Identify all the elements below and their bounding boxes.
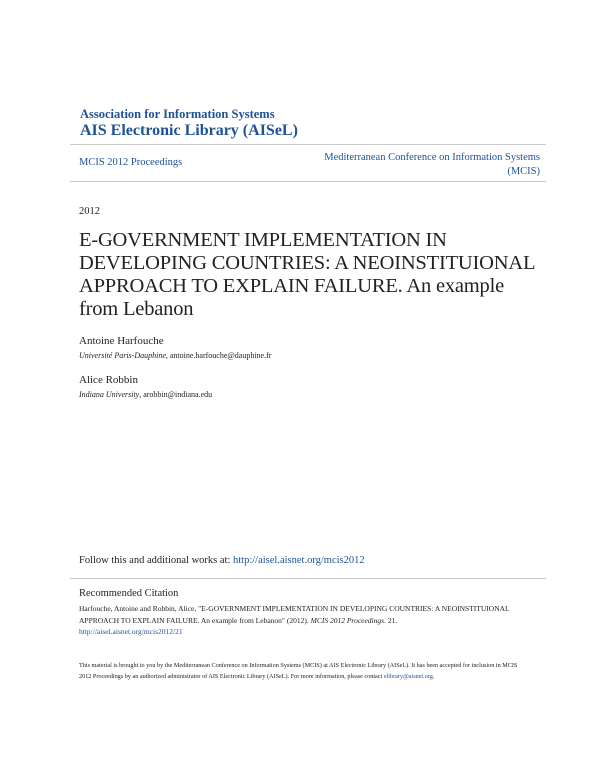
title-caps: E-GOVERNMENT IMPLEMENTATION IN DEVELOPING COUNTRIES: A NEOINSTITUIONAL APPROACH TO EXPLAIN FAILURE. <box>79 229 535 297</box>
citation-block <box>79 603 519 638</box>
divider-bottom <box>70 181 546 182</box>
title-subtitle: An example from Lebanon <box>79 275 504 320</box>
author-affiliation <box>79 390 212 399</box>
proceedings-link[interactable]: MCIS 2012 Proceedings <box>79 157 183 168</box>
org-name[interactable]: Association for Information Systems <box>80 107 275 121</box>
author-affiliation <box>79 351 271 360</box>
follow-text: Follow this and additional works at: <box>79 555 233 566</box>
contact-email-link[interactable]: elibrary@aisnet.org <box>383 673 433 680</box>
author-name: Antoine Harfouche <box>79 335 164 347</box>
divider-citation <box>70 578 546 579</box>
author-name: Alice Robbin <box>79 374 138 386</box>
conference-line2: (MCIS) <box>507 166 540 177</box>
conference-link[interactable] <box>280 151 540 179</box>
follow-link[interactable]: http://aisel.aisnet.org/mcis2012 <box>233 555 365 566</box>
citation-text: Harfouche, Antoine and Robbin, Alice, "E-GOVERNMENT IMPLEMENTATION IN DEVELOPING COUNTRIES: A NEOINSTITUIONAL APPROACH TO EXPLAIN FAILURE. An example from Lebanon" (2012). <box>79 604 510 625</box>
citation-link[interactable]: http://aisel.aisnet.org/mcis2012/21 <box>79 627 183 636</box>
notice-end: . <box>432 673 435 680</box>
author-email: , arobbin@indiana.edu <box>139 390 213 399</box>
notice-block <box>79 660 519 682</box>
follow-line <box>79 555 365 566</box>
author-institution: Indiana University <box>79 390 140 399</box>
org-header <box>80 107 298 141</box>
divider-top <box>70 144 546 145</box>
notice-text: This material is brought to you by the Mediterranean Conference on Information Systems (MCIS) at AIS Electronic Library (AISeL). It has been accepted for inclusion in MCIS 2012 Proceedings by an authorized administrator of AIS Electronic Library (AISeL). For more information, please contact <box>79 662 518 680</box>
library-name[interactable]: AIS Electronic Library (AISeL) <box>80 122 298 139</box>
author-institution: Université Paris-Dauphine <box>79 351 166 360</box>
paper-year: 2012 <box>79 206 100 217</box>
paper-title <box>79 229 539 321</box>
author-email: , antoine.harfouche@dauphine.fr <box>165 351 272 360</box>
recommended-heading: Recommended Citation <box>79 588 179 599</box>
citation-proceedings: MCIS 2012 Proceedings <box>310 615 385 625</box>
citation-number: . 21. <box>384 615 398 625</box>
conference-line1: Mediterranean Conference on Information Systems <box>324 152 540 163</box>
